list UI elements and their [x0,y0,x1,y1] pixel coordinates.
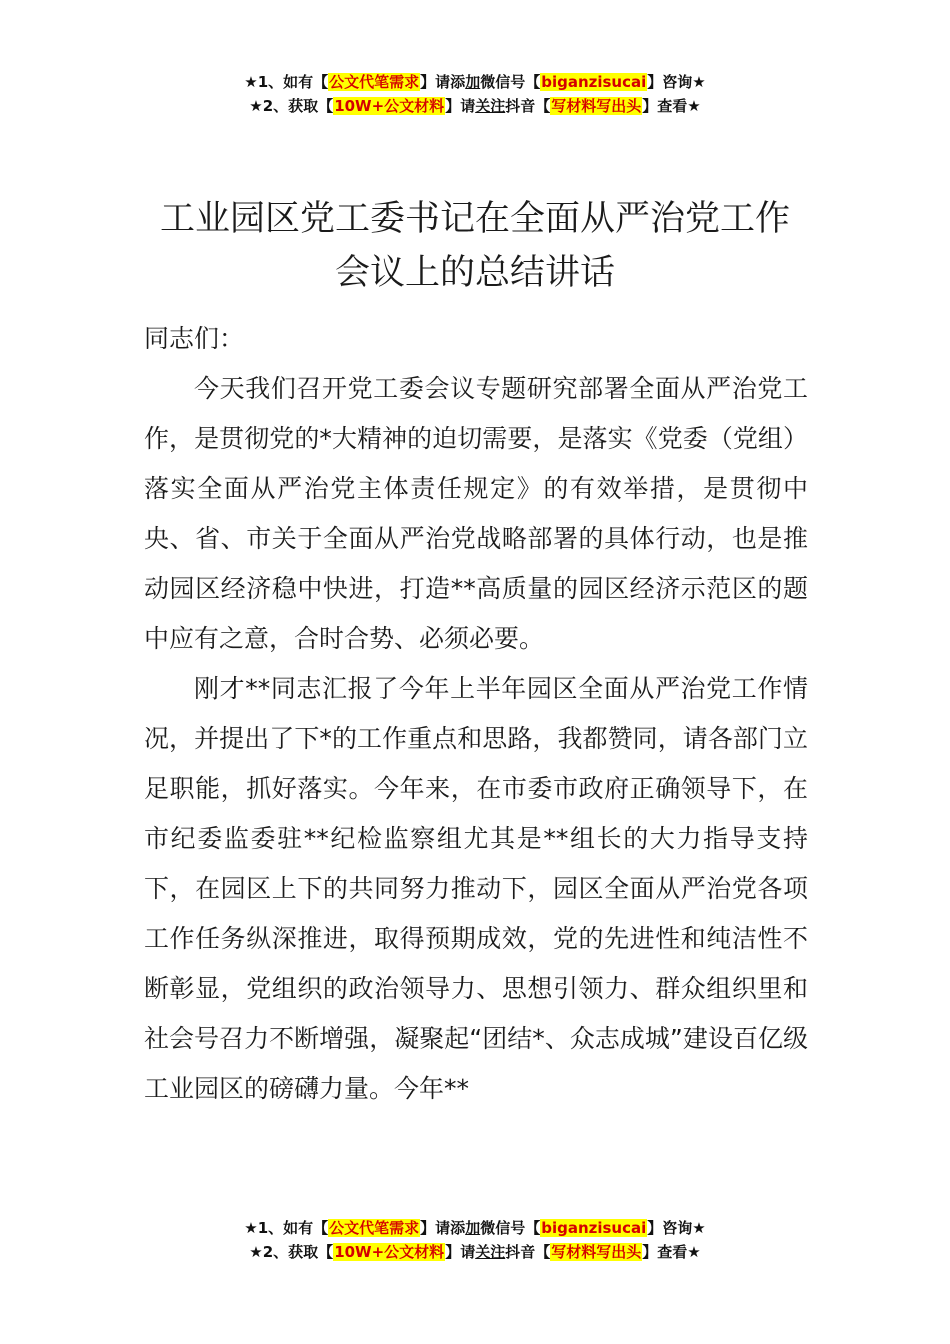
footer-promo-line-1-prefix: ★1、如有【 [244,1219,329,1237]
salutation: 同志们： [144,324,245,353]
promo-line-1-suffix: 】咨询★ [647,73,706,91]
promo-line-2 [0,94,950,118]
body-paragraph: 今天我们召开党工委会议专题研究部署全面从严治党工作，是贯彻党的*大精神的迫切需要，是落实《党委（党组）落实全面从严治党主体责任规定》的有效举措，是贯彻中央、省、市关于全面从严治党战略部署的具体行动，也是推动园区经济稳中快进，打造**高质量的园区经济示范区的题中应有之意，合时合势、必须必要。 [144,374,808,653]
promo-highlight-wechat-id: biganzisucai [541,73,647,91]
promo-highlight-materials: 10W+公文材料 [334,97,445,115]
footer-promo-line-1 [0,1216,950,1240]
footer-promo-line-2-prefix: ★2、获取【 [249,1243,334,1261]
promo-line-1-middle-2: 微信号【 [480,73,541,91]
body-paragraph: 刚才**同志汇报了今年上半年园区全面从严治党工作情况，并提出了下*的工作重点和思路，我都赞同，请各部门立足职能，抓好落实。今年来，在市委市政府正确领导下，在市纪委监委驻**纪检监察组尤其是**组长的大力指导支持下，在园区上下的共同努力推动下，园区全面从严治党各项工作任务纵深推进，取得预期成效，党的先进性和纯洁性不断彰显，党组织的政治领导力、思想引领力、群众组织里和社会号召力不断增强，凝聚起“团结*、众志成城”建设百亿级工业园区的磅礴力量。今年** [144,674,808,1103]
footer-promo-highlight-service: 公文代笔需求 [329,1219,420,1237]
footer-promo-line-2-middle-2: 抖音【 [505,1243,551,1261]
document-title-line-2: 会议上的总结讲话 [334,253,615,293]
promo-line-2-middle: 】请 [445,97,476,115]
promo-line-2-emphasis: 关注 [475,97,506,115]
promo-line-1-emphasis: 加 [465,73,481,91]
footer-promo-banner [0,1216,950,1264]
footer-promo-line-2-middle: 】请 [445,1243,476,1261]
promo-line-2-suffix: 】查看★ [642,97,701,115]
header-promo-banner [0,70,950,118]
promo-highlight-douyin: 写材料写出头 [551,97,642,115]
footer-promo-highlight-materials: 10W+公文材料 [334,1243,445,1261]
promo-line-2-middle-2: 抖音【 [505,97,551,115]
footer-promo-highlight-douyin: 写材料写出头 [551,1243,642,1261]
footer-promo-line-2-suffix: 】查看★ [642,1243,701,1261]
footer-promo-line-1-middle: 】请添 [420,1219,466,1237]
footer-promo-line-1-suffix: 】咨询★ [647,1219,706,1237]
footer-promo-line-2 [0,1240,950,1264]
footer-promo-line-1-middle-2: 微信号【 [480,1219,541,1237]
document-title-line-1: 工业园区党工委书记在全面从严治党工作 [159,199,790,239]
document-title [120,192,830,300]
document-body [144,314,808,1114]
promo-highlight-service: 公文代笔需求 [329,73,420,91]
footer-promo-line-1-emphasis: 加 [465,1219,481,1237]
promo-line-1 [0,70,950,94]
promo-line-1-middle: 】请添 [420,73,466,91]
promo-line-2-prefix: ★2、获取【 [249,97,334,115]
footer-promo-highlight-wechat-id: biganzisucai [541,1219,647,1237]
footer-promo-line-2-emphasis: 关注 [475,1243,506,1261]
promo-line-1-prefix: ★1、如有【 [244,73,329,91]
